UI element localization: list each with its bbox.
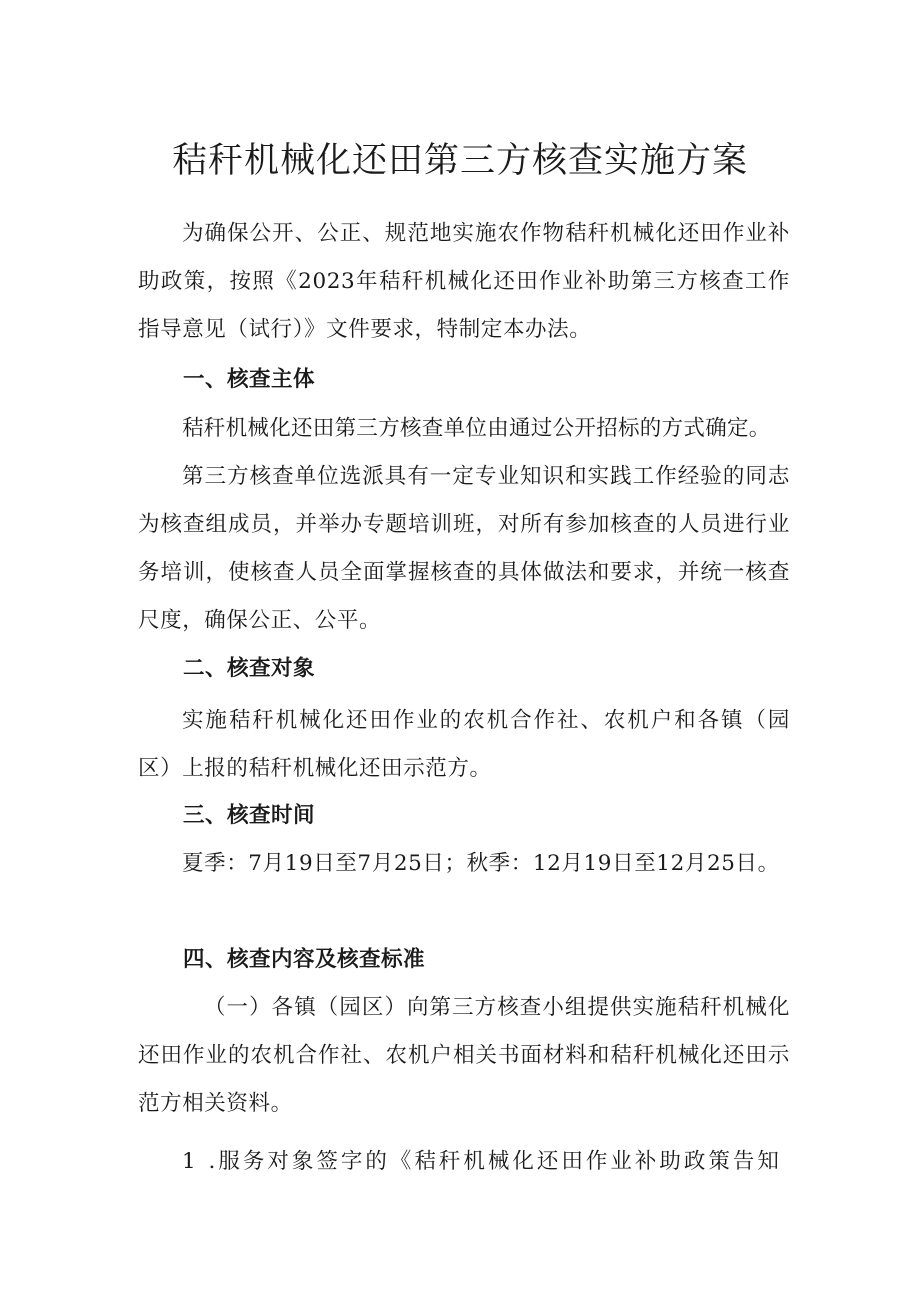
section-heading-time: 三、核查时间 xyxy=(183,803,316,828)
document-title: 秸秆机械化还田第三方核查实施方案 xyxy=(171,141,748,181)
section-object-paragraph-1: 实施秸秆机械化还田作业的农机合作社、农机户和各镇（园区）上报的秸秆机械化还田示范方。 xyxy=(138,708,790,781)
section-content-paragraph-2: 1 .服务对象签字的《秸秆机械化还田作业补助政策告知 xyxy=(182,1149,782,1174)
section-time-paragraph-1: 夏季：7月19日至7月25日；秋季：12月19日至12月25日。 xyxy=(182,851,780,876)
intro-paragraph: 为确保公开、公正、规范地实施农作物秸秆机械化还田作业补助政策，按照《2023年秸秆机械化还田作业补助第三方核查工作指导意见（试行）》文件要求，特制定本办法。 xyxy=(138,221,790,342)
section-subject-paragraph-2: 第三方核查单位选派具有一定专业知识和实践工作经验的同志为核查组成员，并举办专题培训班，对所有参加核查的人员进行业务培训，使核查人员全面掌握核查的具体做法和要求，并统一核查尺度，确保公正、公平。 xyxy=(138,464,790,633)
section-heading-content-standard: 四、核查内容及核查标准 xyxy=(183,947,426,972)
section-subject-paragraph-1: 秸秆机械化还田第三方核查单位由通过公开招标的方式确定。 xyxy=(182,416,771,441)
section-content-paragraph-1: （一）各镇（园区）向第三方核查小组提供实施秸秆机械化还田作业的农机合作社、农机户相关书面材料和秸秆机械化还田示范方相关资料。 xyxy=(138,995,790,1116)
section-heading-subject: 一、核查主体 xyxy=(183,367,316,392)
section-heading-object: 二、核查对象 xyxy=(183,656,316,681)
